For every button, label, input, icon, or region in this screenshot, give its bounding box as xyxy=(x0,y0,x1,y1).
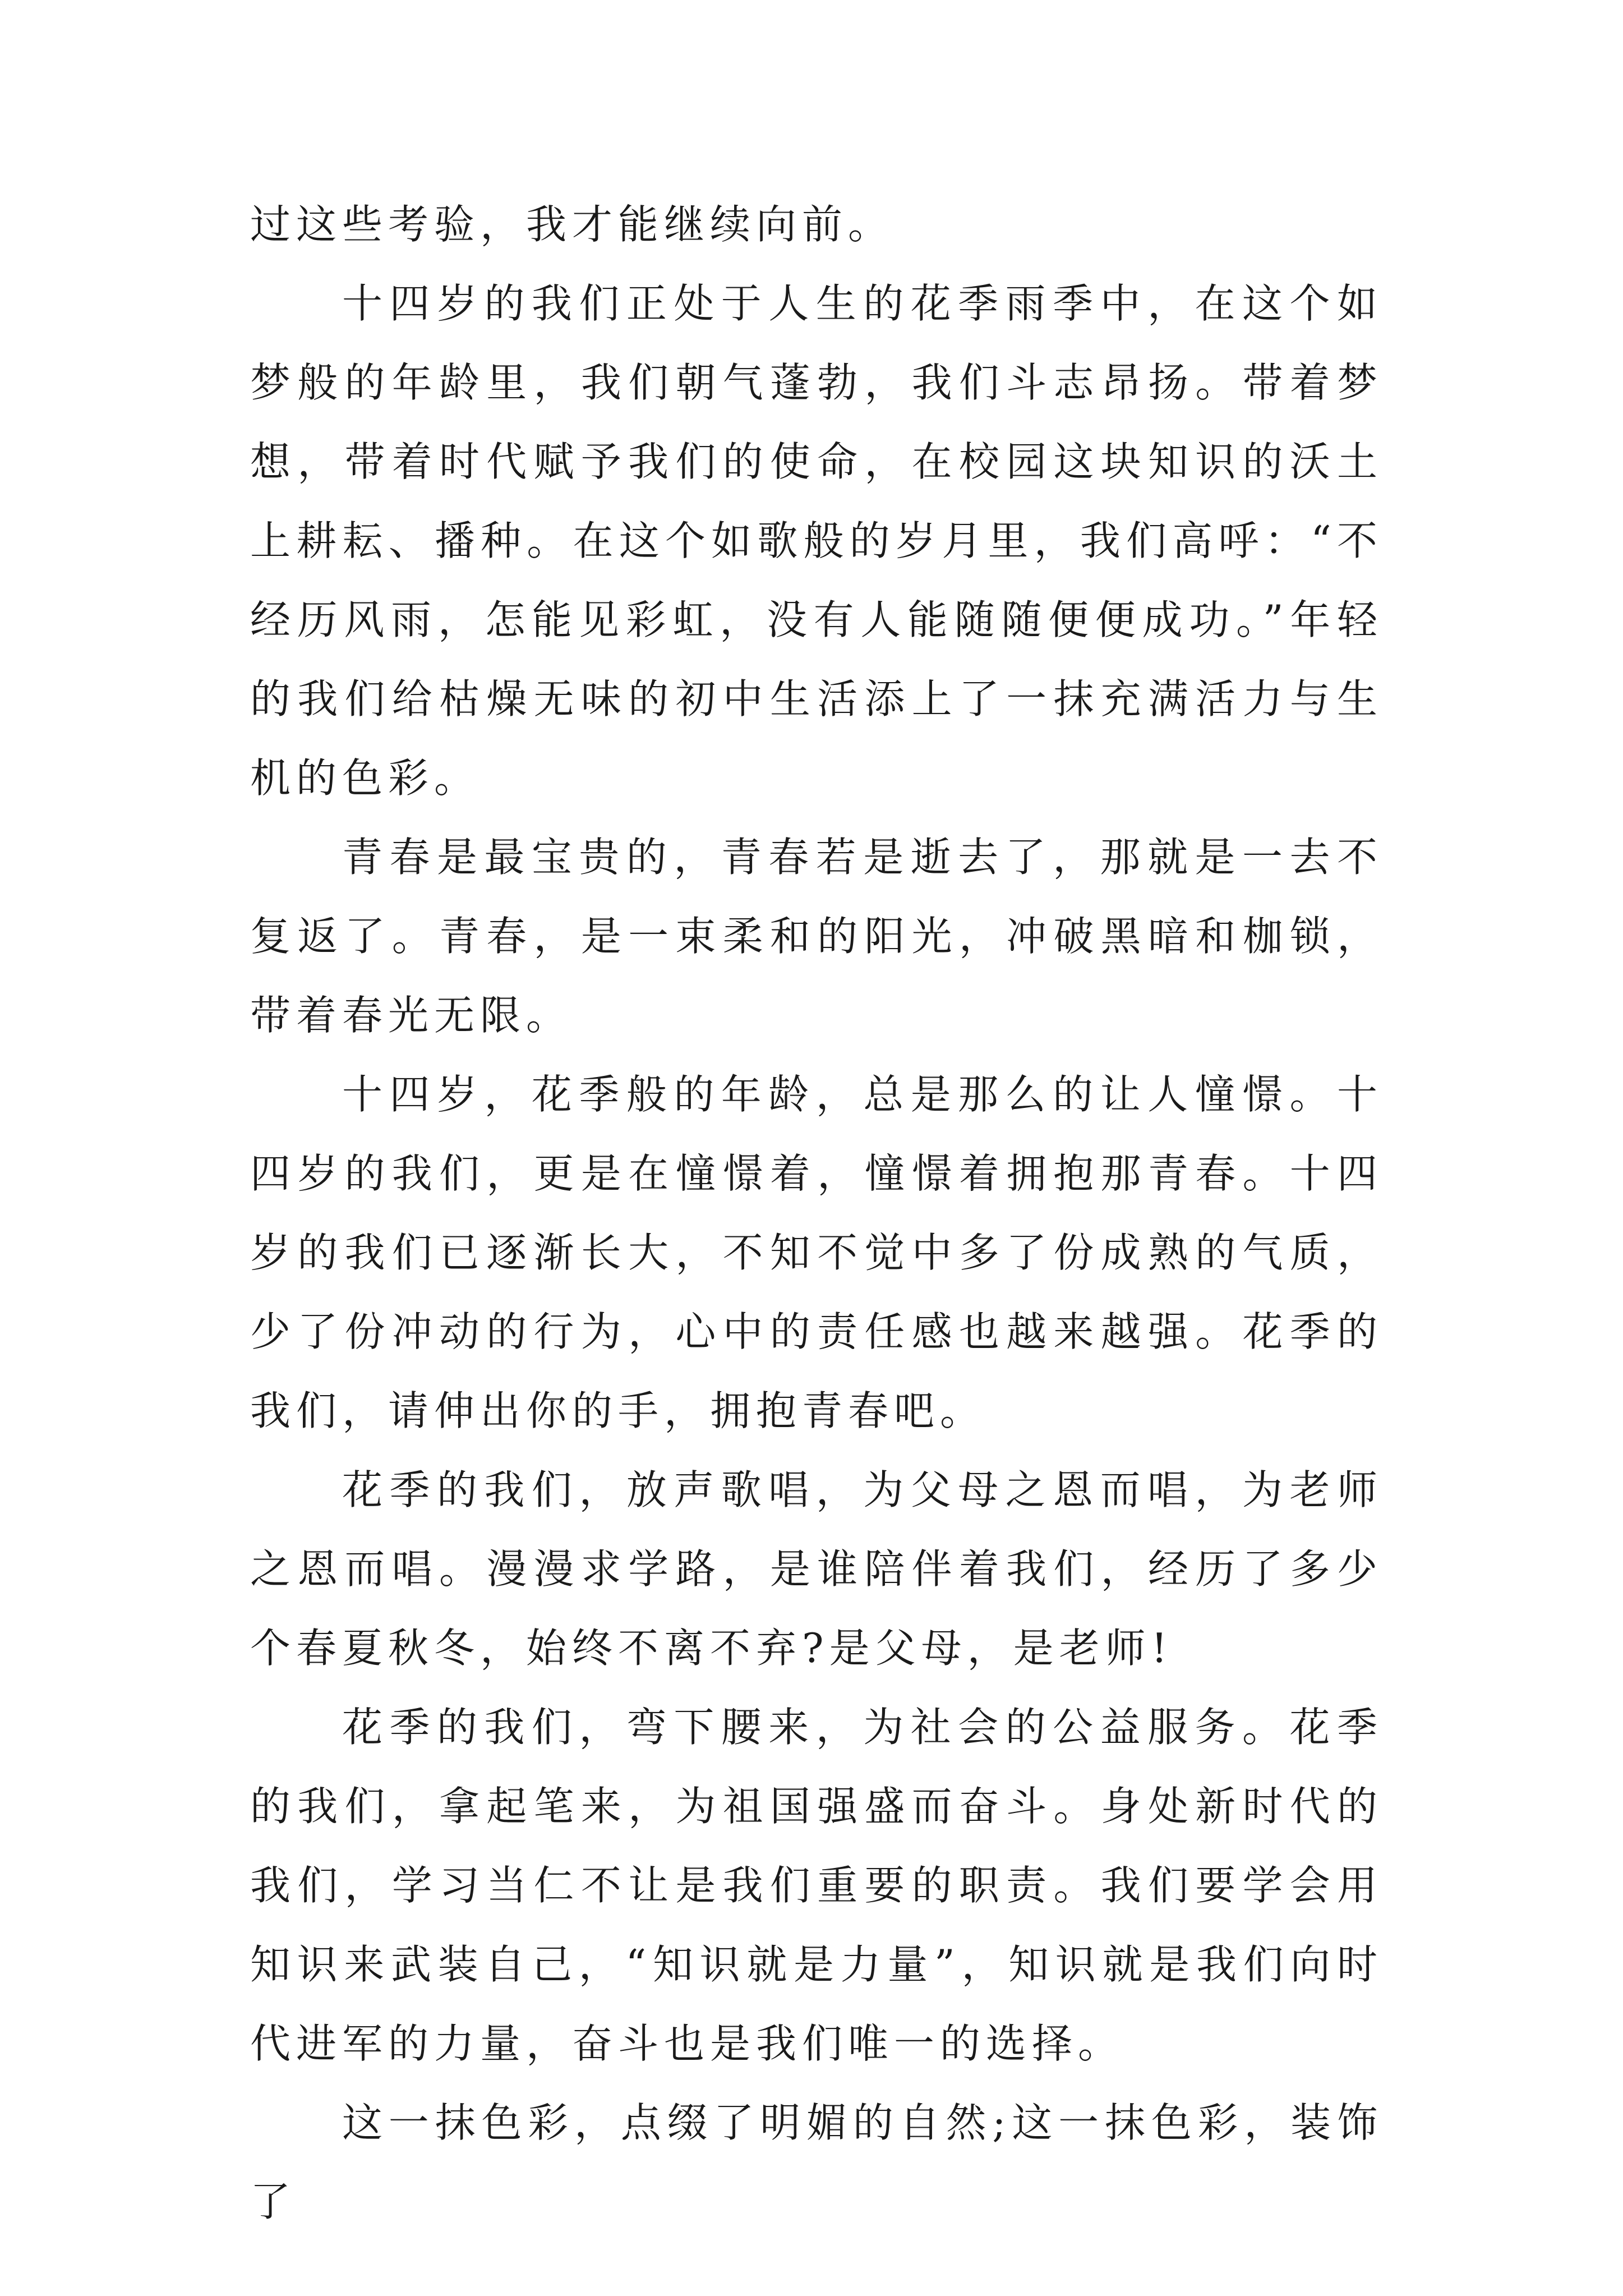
paragraph: 十四岁，花季般的年龄，总是那么的让人憧憬。十四岁的我们，更是在憧憬着，憧憬着拥抱那青春。十四岁的我们已逐渐长大，不知不觉中多了份成熟的气质，少了份冲动的行为，心中的责任感也越来越强。花季的我们，请伸出你的手，拥抱青春吧。 xyxy=(250,1071,1383,1434)
paragraph: 十四岁的我们正处于人生的花季雨季中，在这个如梦般的年龄里，我们朝气蓬勃，我们斗志昂扬。带着梦想，带着时代赋予我们的使命，在校园这块知识的沃土上耕耘、播种。在这个如歌般的岁月里，我们高呼：“不经历风雨，怎能见彩虹，没有人能随随便便成功。”年轻的我们给枯燥无味的初中生活添上了一抹充满活力与生机的色彩。 xyxy=(250,280,1383,802)
paragraph: 过这些考验，我才能继续向前。 xyxy=(250,201,895,248)
body-text xyxy=(250,185,1383,2242)
paragraph: 花季的我们，弯下腰来，为社会的公益服务。花季的我们，拿起笔来，为祖国强盛而奋斗。身处新时代的我们，学习当仁不让是我们重要的职责。我们要学会用知识来武装自己，“知识就是力量”，知识就是我们向时代进军的力量，奋斗也是我们唯一的选择。 xyxy=(250,1704,1383,2067)
paragraph: 花季的我们，放声歌唱，为父母之恩而唱，为老师之恩而唱。漫漫求学路，是谁陪伴着我们，经历了多少个春夏秋冬，始终不离不弃?是父母，是老师! xyxy=(250,1466,1383,1672)
paragraph: 青春是最宝贵的，青春若是逝去了，那就是一去不复返了。青春，是一束柔和的阳光，冲破黑暗和枷锁，带着春光无限。 xyxy=(250,834,1383,1039)
paragraph: 这一抹色彩，点缀了明媚的自然;这一抹色彩，装饰了 xyxy=(250,2099,1383,2225)
